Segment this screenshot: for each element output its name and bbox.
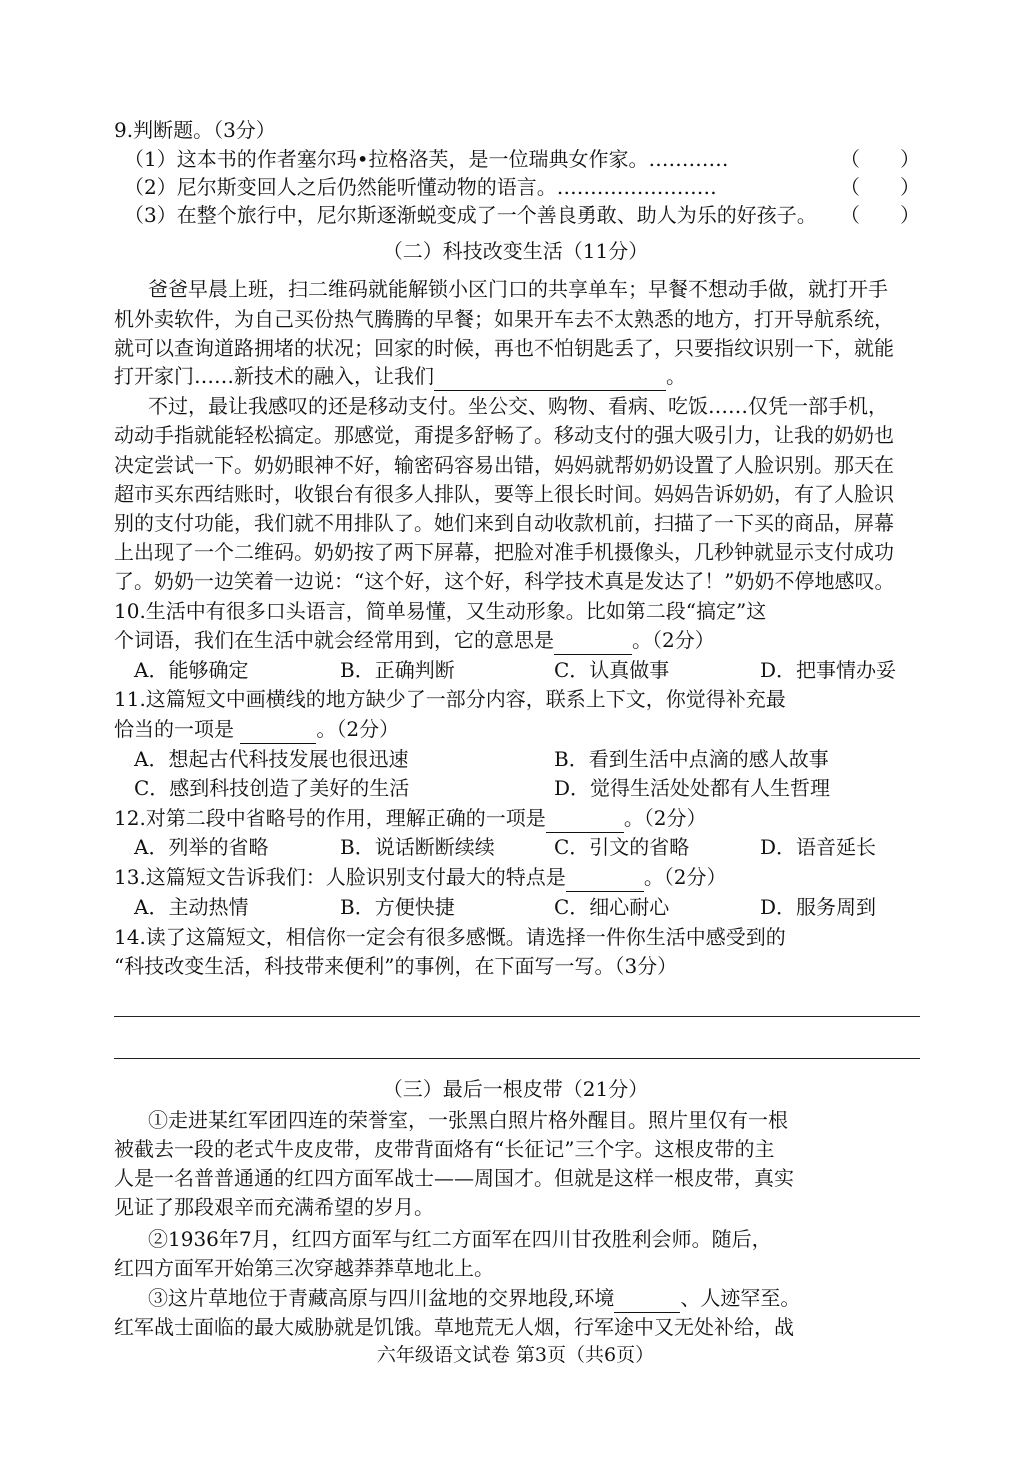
answer-writing-line[interactable]	[114, 1016, 920, 1017]
q11-line-2	[114, 714, 920, 744]
sec3-p3-line-text: ③这片草地位于青藏高原与四川盆地的交界地段,环境	[148, 1286, 615, 1310]
sec3-p3-line: 红军战士面临的最大威胁就是饥饿。草地荒无人烟，行军途中又无处补给，战	[114, 1315, 794, 1339]
q11-answer-blank[interactable]	[240, 723, 316, 744]
sec3-p1-line: 被截去一段的老式牛皮皮带，皮带背面烙有“长征记”三个字。这根皮带的主	[114, 1137, 775, 1161]
q10-score: 。（2分）	[632, 628, 715, 652]
sec3-p1-line: ①走进某红军团四连的荣誉室，一张黑白照片格外醒目。照片里仅有一根	[148, 1108, 788, 1132]
q12-option-a[interactable]: A．列举的省略	[134, 835, 269, 859]
q12-line-1	[114, 803, 920, 833]
q12-option-b[interactable]: B．说话断断续续	[340, 835, 495, 859]
answer-writing-line[interactable]	[114, 1058, 920, 1059]
q13-line-1-text: 13.这篇短文告诉我们：人脸识别支付最大的特点是	[114, 865, 566, 889]
q12-option-d[interactable]: D．语音延长	[760, 835, 877, 859]
q12-score: 。（2分）	[623, 806, 707, 830]
q10-line-2	[114, 625, 920, 655]
q11-options-row-1	[134, 744, 940, 774]
q13-line-1	[114, 862, 920, 892]
q11-score: 。（2分）	[316, 717, 400, 741]
q11-option-b[interactable]: B．看到生活中点滴的感人故事	[554, 747, 829, 771]
q12-line-1-text: 12.对第二段中省略号的作用，理解正确的一项是	[114, 806, 546, 830]
q10-option-c[interactable]: C．认真做事	[554, 658, 670, 682]
sec3-answer-blank[interactable]	[614, 1292, 680, 1313]
sec2-p2-line: 上出现了一个二维码。奶奶按了两下屏幕，把脸对准手机摄像头，几秒钟就显示支付成功	[114, 540, 894, 564]
q9-item-1	[124, 144, 920, 174]
q9-item-1-text: （1）这本书的作者塞尔玛•拉格洛芙，是一位瑞典女作家。…………	[124, 147, 729, 171]
q13-option-b[interactable]: B．方便快捷	[340, 895, 455, 919]
q13-options	[134, 892, 940, 922]
q11-line-1: 11.这篇短文中画横线的地方缺少了一部分内容，联系上下文，你觉得补充最	[114, 687, 786, 711]
q9-item-2-answer-paren[interactable]: （ ）	[840, 175, 920, 199]
q11-option-c[interactable]: C．感到科技创造了美好的生活	[134, 776, 410, 800]
sec3-p2-line: ②1936年7月，红四方面军与红二方面军在四川甘孜胜利会师。随后，	[148, 1227, 772, 1251]
q12-option-c[interactable]: C．引文的省略	[554, 835, 690, 859]
q10-line-1: 10.生活中有很多口头语言，简单易懂，又生动形象。比如第二段“搞定”这	[114, 599, 767, 623]
q13-option-a[interactable]: A．主动热情	[134, 895, 249, 919]
q13-answer-blank[interactable]	[566, 871, 644, 892]
q11-option-a[interactable]: A．想起古代科技发展也很迅速	[134, 747, 409, 771]
sec2-p1-line: 就可以查询道路拥堵的状况；回家的时候，再也不怕钥匙丢了，只要指纹识别一下，就能	[114, 336, 894, 360]
q10-option-b[interactable]: B．正确判断	[340, 658, 455, 682]
underlined-blank[interactable]	[434, 370, 666, 391]
q9-item-1-answer-paren[interactable]: （ ）	[840, 147, 920, 171]
section-3-title: （三）最后一根皮带（21分）	[382, 1077, 649, 1101]
sec3-p3-line-1	[148, 1283, 920, 1313]
section-2-title: （二）科技改变生活（11分）	[382, 239, 649, 263]
q9-title: 9.判断题。（3分）	[114, 118, 276, 142]
q9-item-2-text: （2）尼尔斯变回人之后仍然能听懂动物的语言。……………………	[124, 175, 717, 199]
sec3-p3-line-end: 、人迹罕至。	[680, 1286, 801, 1310]
q9-item-3-answer-paren[interactable]: （ ）	[840, 203, 920, 227]
q10-options	[134, 655, 940, 685]
q12-answer-blank[interactable]	[546, 812, 624, 833]
sec3-p1-line: 人是一名普普通通的红四方面军战士——周国才。但就是这样一根皮带，真实	[114, 1166, 794, 1190]
sec2-p1-line-4	[114, 361, 920, 391]
sec3-p1-line: 见证了那段艰辛而充满希望的岁月。	[114, 1195, 434, 1219]
q12-options	[134, 832, 940, 862]
sec2-p2-line: 别的支付功能，我们就不用排队了。她们来到自动收款机前，扫描了一下买的商品，屏幕	[114, 511, 894, 535]
sec3-p2-line: 红四方面军开始第三次穿越莽莽草地北上。	[114, 1256, 494, 1280]
page-footer: 六年级语文试卷 第3页（共6页）	[376, 1344, 655, 1366]
q10-answer-blank[interactable]	[554, 634, 632, 655]
q13-score: 。（2分）	[643, 865, 727, 889]
q14-line-1: 14.读了这篇短文，相信你一定会有很多感慨。请选择一件你生活中感受到的	[114, 925, 786, 949]
q9-item-3	[124, 200, 920, 230]
q11-options-row-2	[134, 773, 940, 803]
sec2-p2-line: 超市买东西结账时，收银台有很多人排队，要等上很长时间。妈妈告诉奶奶，有了人脸识	[114, 482, 894, 506]
q9-item-2	[124, 172, 920, 202]
q13-option-c[interactable]: C．细心耐心	[554, 895, 670, 919]
q14-line-2: “科技改变生活，科技带来便利”的事例，在下面写一写。（3分）	[114, 954, 678, 978]
sec2-p1-line-end: 。	[666, 364, 686, 388]
sec2-p2-line: 决定尝试一下。奶奶眼神不好，输密码容易出错，妈妈就帮奶奶设置了人脸识别。那天在	[114, 453, 894, 477]
q11-option-d[interactable]: D．觉得生活处处都有人生哲理	[554, 776, 831, 800]
sec2-p2-line: 了。奶奶一边笑着一边说：“这个好，这个好，科学技术真是发达了！”奶奶不停地感叹。	[114, 569, 895, 593]
q10-option-a[interactable]: A．能够确定	[134, 658, 249, 682]
q10-option-d[interactable]: D．把事情办妥	[760, 658, 897, 682]
sec2-p1-line: 机外卖软件，为自己买份热气腾腾的早餐；如果开车去不太熟悉的地方，打开导航系统，	[114, 307, 894, 331]
q9-item-3-text: （3）在整个旅行中，尼尔斯逐渐蜕变成了一个善良勇敢、助人为乐的好孩子。	[124, 203, 817, 227]
q13-option-d[interactable]: D．服务周到	[760, 895, 877, 919]
sec2-p2-line: 不过，最让我感叹的还是移动支付。坐公交、购物、看病、吃饭……仅凭一部手机，	[148, 394, 888, 418]
q10-line-2-text: 个词语，我们在生活中就会经常用到，它的意思是	[114, 628, 554, 652]
sec2-p1-line: 爸爸早晨上班，扫二维码就能解锁小区门口的共享单车；早餐不想动手做，就打开手	[148, 277, 888, 301]
sec2-p1-line-text: 打开家门……新技术的融入，让我们	[114, 364, 434, 388]
q11-line-2-text: 恰当的一项是	[114, 717, 234, 741]
sec2-p2-line: 动动手指就能轻松搞定。那感觉，甭提多舒畅了。移动支付的强大吸引力，让我的奶奶也	[114, 423, 894, 447]
